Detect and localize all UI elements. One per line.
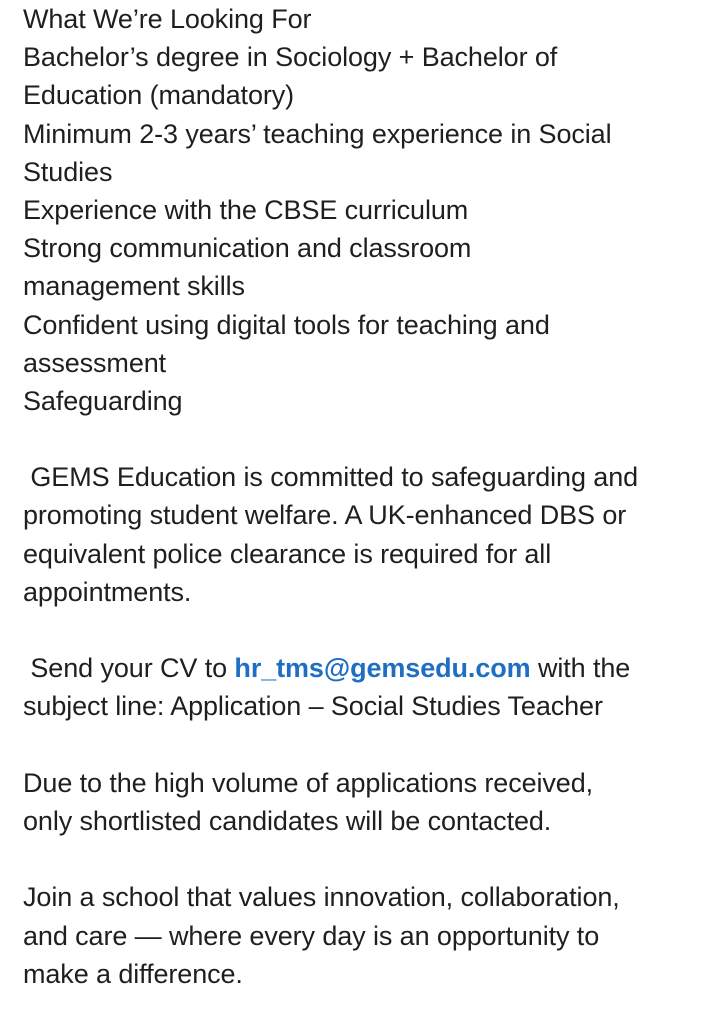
requirement-line: Studies <box>23 156 113 187</box>
paragraph-line: appointments. <box>23 576 192 607</box>
requirement-line: Confident using digital tools for teaching and <box>23 309 550 340</box>
safeguarding-paragraph <box>23 458 703 611</box>
email-link[interactable]: hr_tms@gemsedu.com <box>234 653 531 684</box>
paragraph-line: and care — where every day is an opportunity to <box>23 920 600 951</box>
paragraph-line: equivalent police clearance is required for all <box>23 538 552 569</box>
requirement-line: management skills <box>23 271 245 302</box>
paragraph-line: only shortlisted candidates will be contacted. <box>23 805 552 836</box>
requirement-item <box>23 38 703 114</box>
paragraph-line: make a difference. <box>23 958 243 989</box>
requirement-line: Bachelor’s degree in Sociology + Bachelor of <box>23 42 558 73</box>
notice-paragraph <box>23 764 703 840</box>
requirement-line: assessment <box>23 347 167 378</box>
paragraph-line: Due to the high volume of applications received, <box>23 767 594 798</box>
requirements-list <box>23 38 703 420</box>
application-suffix: with the <box>530 653 631 684</box>
requirement-item <box>23 115 703 191</box>
requirement-item <box>23 229 703 305</box>
paragraph-line: Join a school that values innovation, collaboration, <box>23 882 620 913</box>
requirement-line: Minimum 2-3 years’ teaching experience in Social <box>23 118 612 149</box>
paragraph-spacer <box>23 726 703 764</box>
requirement-line: Education (mandatory) <box>23 80 295 111</box>
paragraph-spacer <box>23 611 703 649</box>
requirements-heading: What We’re Looking For <box>23 4 312 34</box>
requirement-item <box>23 382 703 420</box>
requirement-item <box>23 306 703 382</box>
application-prefix: Send your CV to <box>23 653 235 684</box>
paragraph-line <box>23 649 703 687</box>
requirement-line: Safeguarding <box>23 385 183 416</box>
application-paragraph <box>23 649 703 725</box>
requirement-line: Experience with the CBSE curriculum <box>23 194 469 225</box>
job-post-text <box>23 0 703 993</box>
paragraph-spacer <box>23 840 703 878</box>
paragraph-line: GEMS Education is committed to safeguarding and <box>23 462 639 493</box>
closing-paragraph <box>23 878 703 993</box>
paragraph-line: subject line: Application – Social Studies Teacher <box>23 691 603 722</box>
paragraph-spacer <box>23 420 703 458</box>
paragraph-line: promoting student welfare. A UK-enhanced DBS or <box>23 500 627 531</box>
requirement-line: Strong communication and classroom <box>23 233 472 264</box>
requirement-item <box>23 191 703 229</box>
